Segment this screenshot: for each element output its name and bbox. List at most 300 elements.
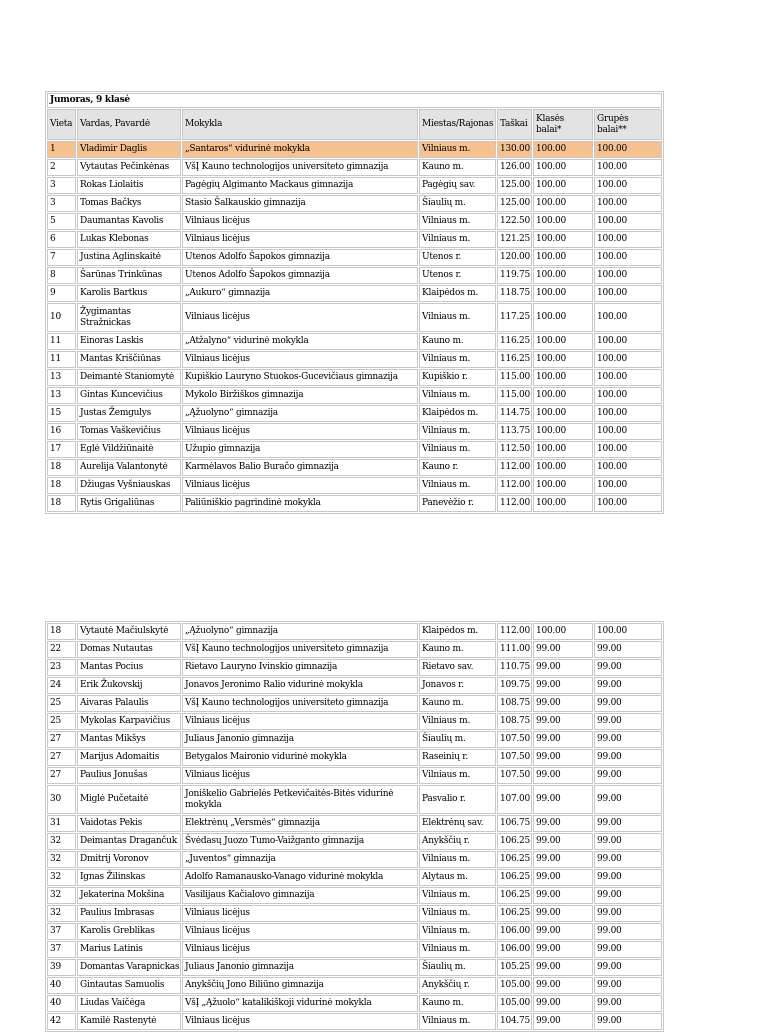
cell-city: Šiaulių m. — [419, 731, 496, 748]
table-row — [47, 767, 662, 784]
cell-place: 9 — [47, 285, 76, 302]
cell-name: Vytautė Mačiulskytė — [77, 623, 181, 640]
cell-city: Utenos r. — [419, 267, 496, 284]
cell-city: Vilniaus m. — [419, 851, 496, 868]
cell-name: Mantas Kriščiūnas — [77, 351, 181, 368]
cell-points: 125.00 — [497, 195, 532, 212]
cell-points: 115.00 — [497, 369, 532, 386]
cell-school: Vilniaus licėjus — [182, 767, 418, 784]
cell-city: Kauno m. — [419, 159, 496, 176]
cell-class-score: 99.00 — [533, 641, 593, 658]
cell-points: 110.75 — [497, 659, 532, 676]
cell-points: 112.00 — [497, 495, 532, 512]
cell-points: 107.50 — [497, 749, 532, 766]
cell-school: „Ąžuolyno“ gimnazija — [182, 405, 418, 422]
cell-name: Kamilė Rastenytė — [77, 1013, 181, 1030]
cell-class-score: 99.00 — [533, 815, 593, 832]
table-row — [47, 387, 662, 404]
cell-school: Vilniaus licėjus — [182, 923, 418, 940]
cell-class-score: 100.00 — [533, 303, 593, 332]
cell-place: 32 — [47, 833, 76, 850]
cell-school: Juliaus Janonio gimnazija — [182, 959, 418, 976]
cell-name: Marius Latinis — [77, 941, 181, 958]
table-row — [47, 641, 662, 658]
cell-name: Justina Aglinskaitė — [77, 249, 181, 266]
cell-city: Vilniaus m. — [419, 713, 496, 730]
cell-place: 3 — [47, 195, 76, 212]
cell-class-score: 100.00 — [533, 495, 593, 512]
cell-name: Domantas Varapnickas — [77, 959, 181, 976]
cell-points: 106.00 — [497, 941, 532, 958]
cell-city: Vilniaus m. — [419, 387, 496, 404]
cell-place: 25 — [47, 713, 76, 730]
table-row — [47, 267, 662, 284]
table-row — [47, 351, 662, 368]
cell-class-score: 99.00 — [533, 677, 593, 694]
cell-points: 118.75 — [497, 285, 532, 302]
cell-points: 115.00 — [497, 387, 532, 404]
cell-group-score: 100.00 — [594, 303, 662, 332]
cell-place: 32 — [47, 851, 76, 868]
cell-place: 18 — [47, 477, 76, 494]
cell-group-score: 100.00 — [594, 495, 662, 512]
cell-place: 18 — [47, 623, 76, 640]
cell-name: Mantas Mikšys — [77, 731, 181, 748]
cell-group-score: 99.00 — [594, 923, 662, 940]
cell-group-score: 99.00 — [594, 887, 662, 904]
cell-group-score: 100.00 — [594, 477, 662, 494]
cell-place: 40 — [47, 977, 76, 994]
cell-class-score: 100.00 — [533, 159, 593, 176]
cell-city: Pasvalio r. — [419, 785, 496, 814]
cell-place: 42 — [47, 1013, 76, 1030]
table-row — [47, 333, 662, 350]
cell-place: 22 — [47, 641, 76, 658]
cell-class-score: 100.00 — [533, 369, 593, 386]
table-row — [47, 923, 662, 940]
cell-school: Vasilijaus Kačialovo gimnazija — [182, 887, 418, 904]
cell-place: 5 — [47, 213, 76, 230]
cell-school: Vilniaus licėjus — [182, 231, 418, 248]
table-row — [47, 159, 662, 176]
cell-class-score: 99.00 — [533, 731, 593, 748]
cell-points: 107.00 — [497, 785, 532, 814]
cell-group-score: 99.00 — [594, 641, 662, 658]
cell-school: „Santaros“ vidurinė mokykla — [182, 141, 418, 158]
cell-place: 32 — [47, 887, 76, 904]
cell-city: Alytaus m. — [419, 869, 496, 886]
cell-points: 106.25 — [497, 869, 532, 886]
cell-points: 130.00 — [497, 141, 532, 158]
cell-points: 112.00 — [497, 623, 532, 640]
cell-points: 108.75 — [497, 695, 532, 712]
table-row — [47, 177, 662, 194]
cell-city: Vilniaus m. — [419, 767, 496, 784]
cell-school: Utenos Adolfo Šapokos gimnazija — [182, 267, 418, 284]
cell-school: Elektrėnų „Versmės“ gimnazija — [182, 815, 418, 832]
cell-city: Pagėgių sav. — [419, 177, 496, 194]
cell-group-score: 99.00 — [594, 731, 662, 748]
cell-class-score: 100.00 — [533, 231, 593, 248]
cell-school: Vilniaus licėjus — [182, 303, 418, 332]
cell-group-score: 99.00 — [594, 833, 662, 850]
cell-name: Tomas Bačkys — [77, 195, 181, 212]
cell-city: Raseinių r. — [419, 749, 496, 766]
table-row — [47, 459, 662, 476]
cell-school: Karmėlavos Balio Buračo gimnazija — [182, 459, 418, 476]
table-row — [47, 941, 662, 958]
cell-group-score: 99.00 — [594, 941, 662, 958]
cell-city: Vilniaus m. — [419, 303, 496, 332]
cell-school: Pagėgių Algimanto Mackaus gimnazija — [182, 177, 418, 194]
cell-class-score: 100.00 — [533, 285, 593, 302]
cell-place: 11 — [47, 333, 76, 350]
cell-place: 10 — [47, 303, 76, 332]
cell-class-score: 100.00 — [533, 213, 593, 230]
cell-city: Šiaulių m. — [419, 959, 496, 976]
cell-class-score: 99.00 — [533, 941, 593, 958]
cell-place: 18 — [47, 495, 76, 512]
cell-place: 37 — [47, 923, 76, 940]
cell-class-score: 99.00 — [533, 749, 593, 766]
cell-points: 107.50 — [497, 767, 532, 784]
cell-place: 37 — [47, 941, 76, 958]
cell-name: Paulius Jonušas — [77, 767, 181, 784]
cell-class-score: 99.00 — [533, 1013, 593, 1030]
table-row — [47, 495, 662, 512]
cell-class-score: 100.00 — [533, 623, 593, 640]
cell-name: Rytis Grigaliūnas — [77, 495, 181, 512]
cell-city: Klaipėdos m. — [419, 405, 496, 422]
cell-points: 106.25 — [497, 905, 532, 922]
cell-group-score: 100.00 — [594, 351, 662, 368]
cell-points: 112.00 — [497, 459, 532, 476]
cell-group-score: 100.00 — [594, 285, 662, 302]
cell-school: Utenos Adolfo Šapokos gimnazija — [182, 249, 418, 266]
cell-class-score: 100.00 — [533, 441, 593, 458]
cell-group-score: 100.00 — [594, 267, 662, 284]
cell-city: Vilniaus m. — [419, 1013, 496, 1030]
cell-name: Šarūnas Trinkūnas — [77, 267, 181, 284]
cell-class-score: 99.00 — [533, 887, 593, 904]
cell-place: 11 — [47, 351, 76, 368]
table-row — [47, 815, 662, 832]
table-row — [47, 405, 662, 422]
cell-name: Daumantas Kavolis — [77, 213, 181, 230]
cell-group-score: 99.00 — [594, 785, 662, 814]
cell-group-score: 99.00 — [594, 767, 662, 784]
cell-school: Vilniaus licėjus — [182, 423, 418, 440]
table-row — [47, 851, 662, 868]
cell-class-score: 100.00 — [533, 423, 593, 440]
cell-place: 32 — [47, 905, 76, 922]
cell-school: Rietavo Lauryno Ivinskio gimnazija — [182, 659, 418, 676]
cell-place: 27 — [47, 731, 76, 748]
cell-name: Aivaras Palaulis — [77, 695, 181, 712]
cell-school: Užupio gimnazija — [182, 441, 418, 458]
cell-school: VšĮ Kauno technologijos universiteto gimnazija — [182, 695, 418, 712]
cell-name: Mantas Pocius — [77, 659, 181, 676]
cell-class-score: 100.00 — [533, 333, 593, 350]
cell-name: Erik Žukovskij — [77, 677, 181, 694]
cell-place: 31 — [47, 815, 76, 832]
cell-points: 106.25 — [497, 887, 532, 904]
cell-points: 120.00 — [497, 249, 532, 266]
cell-city: Klaipėdos m. — [419, 623, 496, 640]
cell-group-score: 100.00 — [594, 141, 662, 158]
cell-points: 125.00 — [497, 177, 532, 194]
cell-points: 119.75 — [497, 267, 532, 284]
cell-group-score: 100.00 — [594, 213, 662, 230]
cell-class-score: 99.00 — [533, 977, 593, 994]
cell-city: Jonavos r. — [419, 677, 496, 694]
cell-city: Vilniaus m. — [419, 477, 496, 494]
cell-place: 13 — [47, 369, 76, 386]
cell-place: 15 — [47, 405, 76, 422]
cell-name: Gintautas Samuolis — [77, 977, 181, 994]
cell-class-score: 99.00 — [533, 659, 593, 676]
cell-school: Vilniaus licėjus — [182, 351, 418, 368]
cell-class-score: 100.00 — [533, 387, 593, 404]
cell-name: Džiugas Vyšniauskas — [77, 477, 181, 494]
table-row — [47, 369, 662, 386]
cell-class-score: 100.00 — [533, 405, 593, 422]
cell-school: Stasio Šalkauskio gimnazija — [182, 195, 418, 212]
cell-group-score: 99.00 — [594, 677, 662, 694]
cell-points: 105.25 — [497, 959, 532, 976]
cell-class-score: 99.00 — [533, 833, 593, 850]
cell-class-score: 100.00 — [533, 459, 593, 476]
cell-school: Kupiškio Lauryno Stuokos-Gucevičiaus gimnazija — [182, 369, 418, 386]
cell-class-score: 100.00 — [533, 477, 593, 494]
table-row — [47, 195, 662, 212]
cell-group-score: 100.00 — [594, 423, 662, 440]
cell-name: Tomas Vaškevičius — [77, 423, 181, 440]
header-place: Vieta — [47, 109, 76, 140]
cell-class-score: 100.00 — [533, 177, 593, 194]
cell-class-score: 100.00 — [533, 141, 593, 158]
cell-name: Mykolas Karpavičius — [77, 713, 181, 730]
table-row — [47, 231, 662, 248]
cell-class-score: 100.00 — [533, 351, 593, 368]
table-row — [47, 477, 662, 494]
cell-city: Kauno r. — [419, 459, 496, 476]
cell-place: 2 — [47, 159, 76, 176]
cell-place: 40 — [47, 995, 76, 1012]
cell-name: Liudas Vaičėga — [77, 995, 181, 1012]
cell-school: Vilniaus licėjus — [182, 713, 418, 730]
cell-name: Vaidotas Pekis — [77, 815, 181, 832]
cell-name: Domas Nutautas — [77, 641, 181, 658]
cell-group-score: 100.00 — [594, 249, 662, 266]
cell-school: Joniškelio Gabrielės Petkevičaitės-Bitės vidurinė mokykla — [182, 785, 418, 814]
header-school: Mokykla — [182, 109, 418, 140]
cell-points: 116.25 — [497, 351, 532, 368]
table-row — [47, 905, 662, 922]
cell-place: 8 — [47, 267, 76, 284]
cell-points: 122.50 — [497, 213, 532, 230]
cell-school: Vilniaus licėjus — [182, 213, 418, 230]
cell-class-score: 99.00 — [533, 995, 593, 1012]
cell-city: Vilniaus m. — [419, 213, 496, 230]
cell-name: Vytautas Pečinkėnas — [77, 159, 181, 176]
cell-name: Deimantas Dragančuk — [77, 833, 181, 850]
cell-group-score: 100.00 — [594, 387, 662, 404]
cell-school: Juliaus Janonio gimnazija — [182, 731, 418, 748]
header-city: Miestas/Rajonas — [419, 109, 496, 140]
cell-city: Klaipėdos m. — [419, 285, 496, 302]
cell-group-score: 99.00 — [594, 995, 662, 1012]
cell-place: 23 — [47, 659, 76, 676]
cell-points: 108.75 — [497, 713, 532, 730]
cell-place: 39 — [47, 959, 76, 976]
cell-group-score: 100.00 — [594, 195, 662, 212]
cell-city: Panevėžio r. — [419, 495, 496, 512]
cell-class-score: 99.00 — [533, 767, 593, 784]
cell-group-score: 99.00 — [594, 695, 662, 712]
table-row — [47, 887, 662, 904]
cell-name: Dmitrij Voronov — [77, 851, 181, 868]
cell-city: Vilniaus m. — [419, 441, 496, 458]
cell-school: Anykščių Jono Biliūno gimnazija — [182, 977, 418, 994]
cell-points: 106.75 — [497, 815, 532, 832]
cell-city: Anykščių r. — [419, 977, 496, 994]
table-row — [47, 303, 662, 332]
cell-name: Gintas Kuncevičius — [77, 387, 181, 404]
table-row — [47, 833, 662, 850]
cell-class-score: 99.00 — [533, 713, 593, 730]
cell-class-score: 99.00 — [533, 851, 593, 868]
header-class-score: Klasės balai* — [533, 109, 593, 140]
table-row — [47, 749, 662, 766]
cell-group-score: 99.00 — [594, 869, 662, 886]
cell-group-score: 99.00 — [594, 659, 662, 676]
cell-school: VšĮ Kauno technologijos universiteto gimnazija — [182, 159, 418, 176]
cell-city: Utenos r. — [419, 249, 496, 266]
cell-points: 106.25 — [497, 851, 532, 868]
cell-group-score: 99.00 — [594, 977, 662, 994]
cell-city: Kupiškio r. — [419, 369, 496, 386]
cell-city: Anykščių r. — [419, 833, 496, 850]
cell-place: 6 — [47, 231, 76, 248]
cell-class-score: 100.00 — [533, 249, 593, 266]
cell-school: Švėdasų Juozo Tumo-Vaižganto gimnazija — [182, 833, 418, 850]
cell-school: „Aukuro“ gimnazija — [182, 285, 418, 302]
cell-school: Vilniaus licėjus — [182, 1013, 418, 1030]
table-row — [47, 659, 662, 676]
cell-school: Vilniaus licėjus — [182, 941, 418, 958]
cell-points: 105.00 — [497, 977, 532, 994]
table-caption: Jumoras, 9 klasė — [47, 93, 662, 108]
cell-group-score: 100.00 — [594, 441, 662, 458]
cell-class-score: 99.00 — [533, 959, 593, 976]
cell-place: 16 — [47, 423, 76, 440]
table-row — [47, 731, 662, 748]
table-row — [47, 977, 662, 994]
cell-name: Ignas Žilinskas — [77, 869, 181, 886]
cell-group-score: 99.00 — [594, 851, 662, 868]
cell-city: Vilniaus m. — [419, 141, 496, 158]
cell-name: Marijus Adomaitis — [77, 749, 181, 766]
cell-name: Vladimir Daglis — [77, 141, 181, 158]
cell-school: Betygalos Maironio vidurinė mokykla — [182, 749, 418, 766]
cell-points: 106.00 — [497, 923, 532, 940]
table-row — [47, 959, 662, 976]
results-table-1 — [45, 91, 664, 514]
cell-place: 17 — [47, 441, 76, 458]
cell-city: Vilniaus m. — [419, 923, 496, 940]
cell-name: Lukas Klebonas — [77, 231, 181, 248]
table-row — [47, 623, 662, 640]
cell-school: Mykolo Biržiškos gimnazija — [182, 387, 418, 404]
cell-group-score: 100.00 — [594, 177, 662, 194]
cell-name: Deimantė Staniomytė — [77, 369, 181, 386]
cell-group-score: 99.00 — [594, 749, 662, 766]
cell-school: „Ąžuolyno“ gimnazija — [182, 623, 418, 640]
table-row — [47, 713, 662, 730]
cell-school: „Atžalyno“ vidurinė mokykla — [182, 333, 418, 350]
cell-name: Rokas Liolaitis — [77, 177, 181, 194]
cell-school: Vilniaus licėjus — [182, 905, 418, 922]
cell-place: 24 — [47, 677, 76, 694]
cell-class-score: 99.00 — [533, 869, 593, 886]
cell-place: 7 — [47, 249, 76, 266]
results-table-2 — [45, 621, 664, 1032]
cell-group-score: 99.00 — [594, 905, 662, 922]
cell-class-score: 99.00 — [533, 785, 593, 814]
cell-place: 27 — [47, 767, 76, 784]
cell-points: 104.75 — [497, 1013, 532, 1030]
table-row — [47, 695, 662, 712]
cell-city: Vilniaus m. — [419, 351, 496, 368]
cell-city: Vilniaus m. — [419, 231, 496, 248]
cell-class-score: 100.00 — [533, 195, 593, 212]
cell-points: 105.00 — [497, 995, 532, 1012]
cell-school: Adolfo Ramanausko-Vanago vidurinė mokykla — [182, 869, 418, 886]
cell-place: 32 — [47, 869, 76, 886]
cell-city: Kauno m. — [419, 641, 496, 658]
cell-points: 114.75 — [497, 405, 532, 422]
cell-points: 112.00 — [497, 477, 532, 494]
cell-school: Paliūniškio pagrindinė mokykla — [182, 495, 418, 512]
cell-place: 30 — [47, 785, 76, 814]
cell-points: 111.00 — [497, 641, 532, 658]
cell-group-score: 99.00 — [594, 713, 662, 730]
header-group-score: Grupės balai** — [594, 109, 662, 140]
cell-city: Vilniaus m. — [419, 905, 496, 922]
cell-city: Elektrėnų sav. — [419, 815, 496, 832]
cell-group-score: 99.00 — [594, 1013, 662, 1030]
cell-group-score: 100.00 — [594, 623, 662, 640]
table-header-row — [47, 109, 662, 140]
table-row — [47, 785, 662, 814]
cell-name: Jekaterina Mokšina — [77, 887, 181, 904]
cell-city: Vilniaus m. — [419, 941, 496, 958]
cell-name: Paulius Imbrasas — [77, 905, 181, 922]
cell-school: Vilniaus licėjus — [182, 477, 418, 494]
cell-school: VšĮ „Ąžuolo“ katalikiškoji vidurinė mokykla — [182, 995, 418, 1012]
table-row — [47, 141, 662, 158]
cell-place: 3 — [47, 177, 76, 194]
cell-city: Kauno m. — [419, 995, 496, 1012]
cell-group-score: 100.00 — [594, 459, 662, 476]
cell-name: Karolis Bartkus — [77, 285, 181, 302]
cell-points: 112.50 — [497, 441, 532, 458]
cell-group-score: 100.00 — [594, 369, 662, 386]
table-row — [47, 869, 662, 886]
cell-school: „Juventos“ gimnazija — [182, 851, 418, 868]
cell-name: Einoras Laskis — [77, 333, 181, 350]
